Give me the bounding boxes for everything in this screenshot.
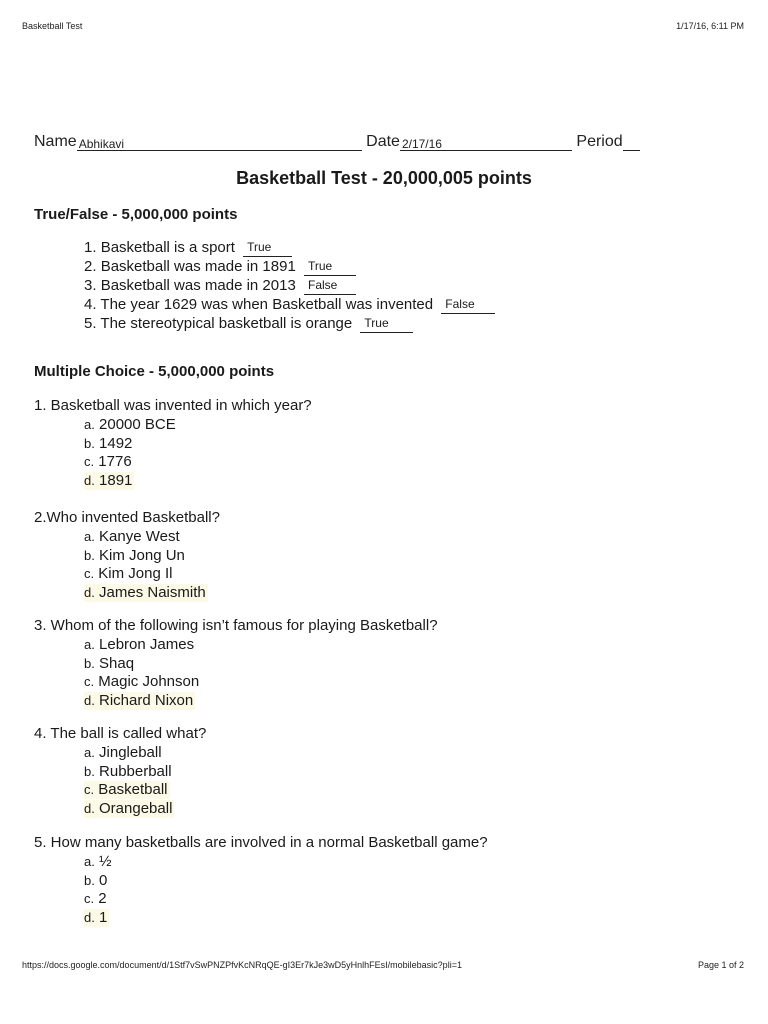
option-text: Shaq bbox=[99, 654, 135, 672]
tf-item-text: The year 1629 was when Basketball was invented bbox=[100, 296, 434, 313]
option-letter: a. bbox=[84, 854, 95, 869]
tf-item-number: 4. bbox=[84, 296, 97, 313]
answer-option[interactable] bbox=[84, 853, 112, 871]
option-content bbox=[84, 416, 176, 433]
option-text: Magic Johnson bbox=[98, 673, 200, 690]
tf-item-text: Basketball was made in 2013 bbox=[100, 277, 296, 294]
question-text: 1. Basketball was invented in which year? bbox=[34, 397, 312, 414]
tf-item-text: The stereotypical basketball is orange bbox=[100, 315, 353, 332]
answer-option[interactable] bbox=[84, 781, 170, 799]
option-text: Rubberball bbox=[99, 762, 172, 780]
tf-item-number: 1. bbox=[84, 239, 97, 256]
tf-answer-field[interactable] bbox=[243, 242, 292, 257]
option-letter: a. bbox=[84, 637, 95, 652]
answer-option[interactable] bbox=[84, 584, 208, 602]
tf-item-number: 3. bbox=[84, 277, 97, 294]
option-content bbox=[84, 636, 194, 653]
option-content bbox=[84, 565, 173, 582]
tf-item bbox=[84, 314, 413, 333]
answer-option[interactable] bbox=[84, 692, 195, 710]
true-false-heading: True/False - 5,000,000 points bbox=[34, 206, 238, 223]
option-letter: a. bbox=[84, 745, 95, 760]
option-letter: d. bbox=[84, 800, 95, 816]
option-text: Richard Nixon bbox=[99, 691, 194, 709]
tab-title: Basketball Test bbox=[22, 21, 83, 31]
tf-item bbox=[84, 238, 292, 257]
option-content bbox=[84, 853, 112, 870]
tf-answer-value: True bbox=[247, 240, 272, 254]
option-text: Kim Jong Il bbox=[98, 565, 173, 582]
option-text: Kim Jong Un bbox=[99, 546, 185, 564]
option-letter: c. bbox=[84, 891, 95, 906]
student-info-line bbox=[34, 133, 640, 151]
option-content bbox=[84, 528, 180, 545]
multiple-choice-heading: Multiple Choice - 5,000,000 points bbox=[34, 363, 275, 380]
tf-answer-value: False bbox=[445, 297, 475, 311]
period-label: Period bbox=[576, 133, 623, 150]
option-content bbox=[84, 673, 199, 690]
option-letter: b. bbox=[84, 655, 95, 671]
option-content bbox=[84, 453, 132, 470]
option-letter: c. bbox=[84, 566, 95, 581]
selected-answer bbox=[84, 800, 174, 818]
answer-option[interactable] bbox=[84, 909, 109, 927]
tf-item bbox=[84, 257, 356, 276]
option-text: 0 bbox=[99, 871, 108, 889]
option-letter: b. bbox=[84, 435, 95, 451]
answer-option[interactable] bbox=[84, 453, 132, 471]
option-content bbox=[84, 547, 185, 564]
option-text: 1776 bbox=[98, 453, 132, 470]
option-letter: d. bbox=[84, 692, 95, 708]
option-letter: d. bbox=[84, 472, 95, 488]
answer-option[interactable] bbox=[84, 435, 132, 453]
print-timestamp: 1/17/16, 6:11 PM bbox=[676, 21, 744, 31]
tf-item bbox=[84, 295, 495, 314]
tf-answer-field[interactable] bbox=[304, 261, 356, 276]
answer-option[interactable] bbox=[84, 655, 134, 673]
tf-answer-field[interactable] bbox=[360, 318, 413, 333]
option-text: Orangeball bbox=[99, 799, 173, 817]
page-indicator: Page 1 of 2 bbox=[697, 960, 744, 970]
question-text: 5. How many basketballs are involved in a normal Basketball game? bbox=[34, 834, 488, 851]
tf-answer-field[interactable] bbox=[304, 280, 356, 295]
tf-item-text: Basketball is a sport bbox=[100, 239, 235, 256]
answer-option[interactable] bbox=[84, 872, 107, 890]
option-content bbox=[84, 872, 107, 889]
page-title: Basketball Test - 20,000,005 points bbox=[236, 168, 532, 188]
option-letter: d. bbox=[84, 909, 95, 925]
period-field[interactable] bbox=[623, 134, 640, 151]
option-text: James Naismith bbox=[99, 583, 206, 601]
date-field[interactable] bbox=[400, 134, 572, 151]
option-letter: a. bbox=[84, 529, 95, 544]
answer-option[interactable] bbox=[84, 673, 199, 691]
option-text: Lebron James bbox=[99, 636, 195, 653]
option-text: Kanye West bbox=[99, 528, 180, 545]
option-text: 1891 bbox=[99, 471, 133, 489]
option-letter: a. bbox=[84, 417, 95, 432]
selected-answer bbox=[84, 781, 170, 799]
answer-option[interactable] bbox=[84, 744, 162, 762]
answer-option[interactable] bbox=[84, 565, 173, 583]
answer-option[interactable] bbox=[84, 547, 185, 565]
selected-answer bbox=[84, 472, 134, 490]
tf-item bbox=[84, 276, 356, 295]
tf-item-number: 2. bbox=[84, 258, 97, 275]
option-text: 20000 BCE bbox=[99, 416, 176, 433]
answer-option[interactable] bbox=[84, 890, 107, 908]
option-content bbox=[84, 890, 107, 907]
tf-answer-value: True bbox=[364, 316, 389, 330]
option-content bbox=[84, 435, 132, 452]
option-letter: b. bbox=[84, 763, 95, 779]
selected-answer bbox=[84, 692, 195, 710]
question-text: 4. The ball is called what? bbox=[34, 725, 207, 742]
date-label: Date bbox=[366, 133, 400, 150]
option-content bbox=[84, 763, 172, 780]
question-text: 2.Who invented Basketball? bbox=[34, 509, 220, 526]
name-label: Name bbox=[34, 133, 77, 150]
answer-option[interactable] bbox=[84, 800, 174, 818]
option-letter: b. bbox=[84, 872, 95, 888]
tf-answer-field[interactable] bbox=[441, 299, 495, 314]
name-value: Abhikavi bbox=[78, 137, 125, 151]
answer-option[interactable] bbox=[84, 528, 180, 546]
option-content bbox=[84, 655, 134, 672]
option-content bbox=[84, 744, 162, 761]
answer-option[interactable] bbox=[84, 472, 134, 490]
answer-option[interactable] bbox=[84, 416, 176, 434]
selected-answer bbox=[84, 909, 109, 927]
tf-item-text: Basketball was made in 1891 bbox=[100, 258, 296, 275]
answer-option[interactable] bbox=[84, 636, 194, 654]
option-text: 2 bbox=[98, 890, 107, 907]
option-letter: c. bbox=[84, 454, 95, 469]
tf-answer-value: True bbox=[307, 259, 333, 273]
page-url[interactable]: https://docs.google.com/document/d/1Stf7vSwPNZPfvKcNRqQE-gI3Er7kJe3wD5yHnlhFEsI/mobilebasic?pli=1 bbox=[22, 960, 462, 970]
question-text: 3. Whom of the following isn’t famous for playing Basketball? bbox=[34, 617, 438, 634]
option-letter: b. bbox=[84, 547, 95, 563]
option-letter: d. bbox=[84, 584, 95, 600]
option-letter: c. bbox=[84, 782, 95, 797]
option-text: 1 bbox=[99, 908, 108, 926]
option-text: Jingleball bbox=[99, 744, 162, 761]
answer-option[interactable] bbox=[84, 763, 172, 781]
date-value: 2/17/16 bbox=[401, 137, 442, 151]
option-letter: c. bbox=[84, 674, 95, 689]
option-text: 1492 bbox=[99, 434, 133, 452]
name-field[interactable] bbox=[77, 134, 362, 151]
tf-answer-value: False bbox=[307, 278, 338, 292]
option-text: ½ bbox=[99, 853, 112, 870]
selected-answer bbox=[84, 584, 208, 602]
tf-item-number: 5. bbox=[84, 315, 97, 332]
option-text: Basketball bbox=[98, 781, 168, 798]
